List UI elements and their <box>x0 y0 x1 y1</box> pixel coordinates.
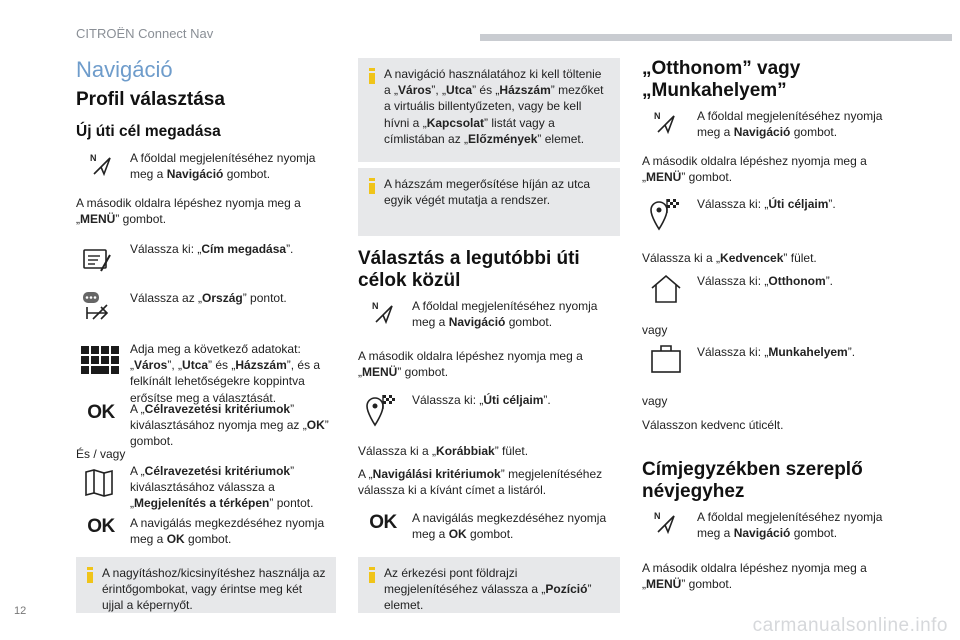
brand-header: CITROËN Connect Nav <box>76 26 214 41</box>
or-label: vagy <box>642 394 668 408</box>
step-navigation: A főoldal megjelenítéséhez nyomja meg a Navigáció gombot. <box>697 510 883 541</box>
step-favourites-tab: Válassza ki a „Kedvencek” fület. <box>642 251 817 265</box>
info-note-zoom: A nagyításhoz/kicsinyítéshez használja az érintőgombokat, vagy érintse meg két ujjal a képernyőt. <box>76 557 336 613</box>
step-menu: A második oldalra lépéshez nyomja meg a „MENÜ” gombot. <box>358 349 583 380</box>
header-divider <box>480 34 952 41</box>
info-note-required-fields: A navigáció használatához ki kell töltenie a „Város”, „Utca” és „Házszám” mezőket a virtuális billentyűzeten, vagy be kell hívni a „Kapcsolat” listát vagy a címlistában az „Előzmények” elemet. <box>358 58 620 162</box>
step-navigation: A főoldal megjelenítéséhez nyomja meg a Navigáció gombot. <box>697 109 883 140</box>
step-show-on-map: A „Célravezetési kritériumok” kiválasztásához válassza a „Megjelenítés a térképen” pontot. <box>130 464 314 511</box>
heading-profile: Profil választása <box>76 89 225 110</box>
page-number: 12 <box>14 605 27 617</box>
heading-contacts: Címjegyzékben szereplő névjegyhez <box>642 459 863 503</box>
my-destinations-icon <box>364 392 400 428</box>
step-start-navigation: A navigálás megkezdéséhez nyomja meg a OK gombot. <box>412 511 607 542</box>
heading-new-destination: Új úti cél megadása <box>76 123 221 140</box>
step-address: Válassza ki: „Cím megadása”. <box>130 242 294 256</box>
step-favourite-destination: Válasszon kedvenc úticélt. <box>642 418 784 432</box>
step-country: Válassza az „Ország” pontot. <box>130 291 287 305</box>
navigation-arrow-icon <box>368 298 396 326</box>
work-icon <box>648 342 684 376</box>
svg-text:N: N <box>372 301 379 311</box>
step-navigation: A főoldal megjelenítéséhez nyomja meg a Navigáció gombot. <box>130 151 316 182</box>
watermark: carmanualsonline.info <box>752 615 948 636</box>
ok-button-icon: OK <box>87 401 115 423</box>
info-icon <box>86 567 94 583</box>
ok-button-icon: OK <box>87 515 115 537</box>
svg-text:N: N <box>90 153 97 163</box>
or-label: vagy <box>642 323 668 337</box>
navigation-arrow-icon <box>650 108 678 136</box>
svg-text:N: N <box>654 511 661 521</box>
step-start-navigation: A navigálás megkezdéséhez nyomja meg a OK gombot. <box>130 516 325 547</box>
step-my-destinations: Válassza ki: „Úti céljaim”. <box>412 393 551 407</box>
step-work: Válassza ki: „Munkahelyem”. <box>697 345 856 359</box>
ok-button-icon: OK <box>369 511 397 533</box>
step-enter-data: Adja meg a következő adatokat: „Város”, „Utca” és „Házszám”, és a felkínált lehetőségekre koppintva erősítse meg a választását. <box>130 342 321 405</box>
heading-home-work: „Otthonom” vagy „Munkahelyem” <box>642 58 801 102</box>
step-home: Válassza ki: „Otthonom”. <box>697 274 834 288</box>
step-select-address: A „Navigálási kritériumok” megjelenítéséhez válassza ki a kívánt címet a listáról. <box>358 467 603 498</box>
keyboard-icon <box>80 344 120 376</box>
step-criteria-ok: A „Célravezetési kritériumok” kiválasztásához nyomja meg az „OK” gombot. <box>130 402 329 449</box>
navigation-arrow-icon <box>86 150 114 178</box>
and-or-label: És / vagy <box>76 447 126 461</box>
step-menu: A második oldalra lépéshez nyomja meg a „MENÜ” gombot. <box>642 154 867 185</box>
my-destinations-icon <box>648 196 684 232</box>
country-select-icon <box>80 288 114 322</box>
map-icon <box>82 466 116 500</box>
step-recent-tab: Válassza ki a „Korábbiak” fület. <box>358 444 529 458</box>
step-navigation: A főoldal megjelenítéséhez nyomja meg a Navigáció gombot. <box>412 299 598 330</box>
info-note-house-number: A házszám megerősítése híján az utca egyik végét mutatja a rendszer. <box>358 168 620 236</box>
navigation-arrow-icon <box>650 508 678 536</box>
step-my-destinations: Válassza ki: „Úti céljaim”. <box>697 197 836 211</box>
heading-recent-destinations: Választás a legutóbbi úti célok közül <box>358 248 580 292</box>
step-menu: A második oldalra lépéshez nyomja meg a „MENÜ” gombot. <box>642 561 867 592</box>
step-menu: A második oldalra lépéshez nyomja meg a „MENÜ” gombot. <box>76 196 301 227</box>
info-note-position: Az érkezési pont földrajzi megjelenítéséhez válassza a „Pozíció” elemet. <box>358 557 620 613</box>
info-icon <box>368 68 376 84</box>
info-icon <box>368 567 376 583</box>
home-icon <box>648 272 684 306</box>
address-entry-icon <box>80 244 114 276</box>
svg-text:N: N <box>654 111 661 121</box>
info-icon <box>368 178 376 194</box>
section-title: Navigáció <box>76 57 173 82</box>
